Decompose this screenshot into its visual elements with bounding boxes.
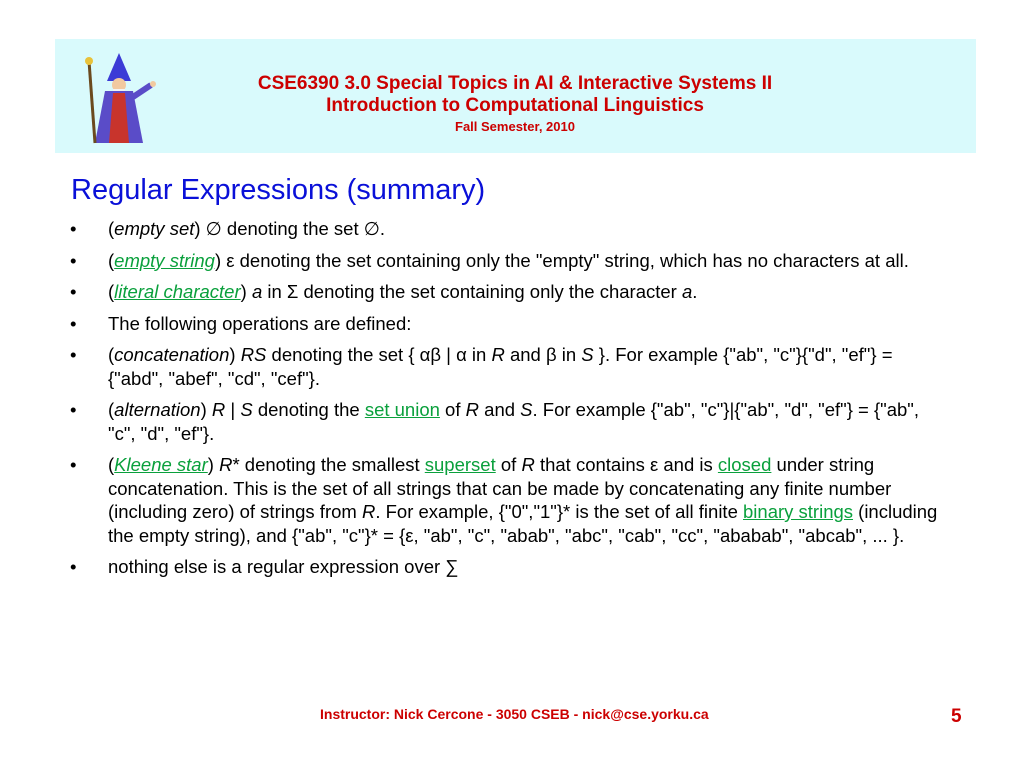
set-union-link[interactable]: set union	[364, 399, 440, 420]
kleene-star-link[interactable]: Kleene star	[114, 454, 208, 475]
bullet-nothing-else: • nothing else is a regular expression over ∑	[70, 556, 459, 577]
bullet-concatenation: • (concatenation) RS denoting the set { αβ | α in R and β in S }. For example {"ab", "c"}{"d", "ef"} = {"abd", "abef", "cd", "cef"}.	[70, 344, 893, 389]
slide-title: Regular Expressions (summary)	[71, 174, 486, 206]
slide-header	[55, 39, 976, 153]
header-text	[175, 73, 855, 137]
bullet-icon: •	[70, 312, 77, 334]
closed-link[interactable]: closed	[717, 454, 772, 475]
bullet-literal-character: • (literal character) a in Σ denoting the set containing only the character a.	[70, 281, 698, 302]
footer-instructor: Instructor: Nick Cercone - 3050 CSEB - nick@cse.yorku.ca	[320, 706, 709, 722]
bullet-icon: •	[70, 249, 77, 271]
course-title: CSE6390 3.0 Special Topics in AI & Interactive Systems II	[257, 73, 773, 94]
bullet-icon: •	[70, 399, 77, 420]
bullet-icon: •	[70, 454, 77, 475]
bullet-icon: •	[70, 556, 77, 577]
bullet-icon: •	[70, 281, 77, 302]
bullet-icon: •	[70, 344, 77, 365]
bullet-empty-set: • (empty set) ∅ denoting the set ∅.	[70, 218, 385, 239]
bullet-icon: •	[70, 218, 77, 239]
bullet-list	[70, 217, 950, 587]
literal-character-link[interactable]: literal character	[114, 281, 241, 302]
bullet-kleene-star: • (Kleene star) R* denoting the smallest superset of R that contains ε and is closed under string concatenation. This is the set of all strings that can be made by concatenating any finite number (including zero) of strings from R. For example, {"0","1"}* is the set of all finite binary strings (including the empty string), and {"ab", "c"}* = {ε, "ab", "c", "abab", "abc", "cab", "cc", "ababab", "abcab", ... }.	[70, 454, 938, 546]
bullet-empty-string: • (empty string) ε denoting the set containing only the "empty" string, which has no characters at all.	[70, 249, 909, 271]
bullet-alternation: • (alternation) R | S denoting the set union of R and S. For example {"ab", "c"}|{"ab", "d", "ef"} = {"ab", "c", "d", "ef"}.	[70, 399, 920, 444]
binary-strings-link[interactable]: binary strings	[743, 501, 854, 522]
course-subtitle: Introduction to Computational Linguistics	[326, 95, 704, 116]
superset-link[interactable]: superset	[424, 454, 496, 475]
wizard-icon	[77, 51, 161, 147]
semester-label: Fall Semester, 2010	[455, 119, 575, 134]
bullet-operations: • The following operations are defined:	[70, 312, 412, 334]
empty-string-link[interactable]: empty string	[114, 249, 215, 271]
page-number: 5	[951, 706, 962, 727]
